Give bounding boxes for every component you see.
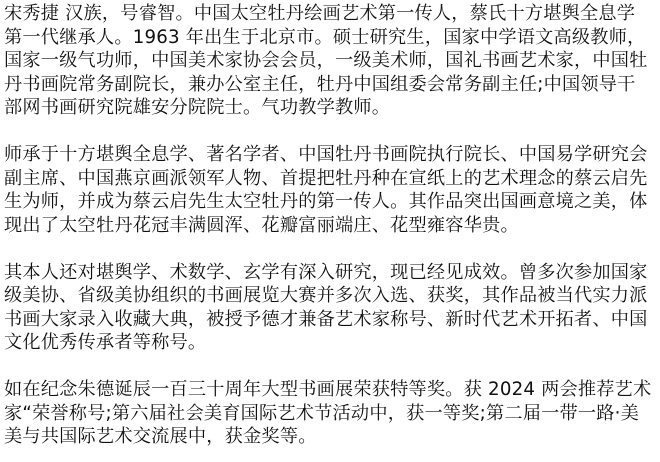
paragraph-mentorship xyxy=(4,143,660,237)
text-line: 宋秀捷 汉族，号睿智。中国太空牡丹绘画艺术第一传人，蔡氏十方堪舆全息学 xyxy=(4,3,636,24)
paragraph-awards xyxy=(4,378,660,449)
text-line: 丹书画院常务副院长，兼办公室主任，牡丹中国组委会常务副主任;中国领导干 xyxy=(4,73,636,95)
text-line: 生为师，并成为蔡云启先生太空牡丹的第一传人。其作品突出国画意境之美，体 xyxy=(4,191,648,212)
text-line: 部网书画研究院雄安分院院士。气功教学教师。 xyxy=(4,97,391,118)
text-line: 级美协、省级美协组织的书画展览大赛并多次入选、获奖，其作品被当代实力派 xyxy=(4,285,648,306)
text-line: 师承于十方堪舆全息学、著名学者、中国牡丹书画院执行院长、中国易学研究会 xyxy=(4,144,648,165)
text-line: 第一代继承人。1963 年出生于北京市。硕士研究生，国家中学语文高级教师， xyxy=(4,26,646,48)
paragraph-spacer xyxy=(4,355,660,379)
text-line: 美与共国际艺术交流展中，获金奖等。 xyxy=(4,426,317,447)
text-line: 现出了太空牡丹花冠丰满圆浑、花瓣富丽端庄、花型雍容华贵。 xyxy=(4,214,519,236)
text-line: 书画大家录入收藏大典，被授予德才兼备艺术家称号、新时代艺术开拓者、中国 xyxy=(4,308,648,330)
text-line: 如在纪念朱德诞辰一百三十周年大型书画展荣获特等奖。获 2024 两会推荐艺术 xyxy=(4,379,652,400)
paragraph-research-achievements xyxy=(4,261,660,355)
text-line: 国家一级气功师，中国美术家协会会员，一级美术师，国礼书画艺术家，中国牡 xyxy=(4,50,648,71)
paragraph-spacer xyxy=(4,237,660,261)
text-line: 家“荣誉称号;第六届社会美育国际艺术节活动中，获一等奖;第二届一带一路·美 xyxy=(4,402,640,424)
paragraph-spacer xyxy=(4,120,660,144)
text-line: 文化优秀传承者等称号。 xyxy=(4,332,207,353)
text-line: 其本人还对堪舆学、术数学、玄学有深入研究，现已经见成效。曾多次参加国家 xyxy=(4,261,648,283)
text-line: 副主席、中国燕京画派领军人物、首提把牡丹种在宣纸上的艺术理念的蔡云启先 xyxy=(4,167,648,189)
paragraph-biography xyxy=(4,2,660,120)
